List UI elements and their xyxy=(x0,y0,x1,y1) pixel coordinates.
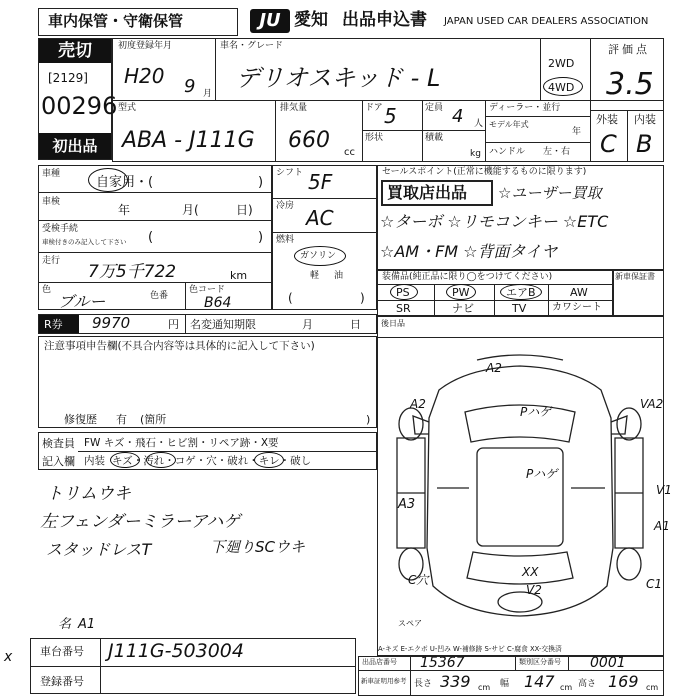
mark-c1: C1 xyxy=(646,577,663,591)
mark-a2-left: A2 xyxy=(410,397,426,411)
color-code-value: B64 xyxy=(204,295,232,311)
score-label: 評価点 xyxy=(608,43,650,56)
inspector-fw-row: FW キズ・飛石・ヒビ割・リペア跡・X要 xyxy=(84,437,279,449)
recycle-label: R券 xyxy=(44,318,63,331)
reg-month: 9 xyxy=(184,76,196,97)
shift-value: 5F xyxy=(308,170,333,194)
recycle-value: 9970 xyxy=(92,314,131,332)
note-trim: トリムウキ xyxy=(46,484,131,504)
shift-label: シフト xyxy=(276,168,304,178)
height-label: 高さ xyxy=(578,679,597,689)
car-body-outline xyxy=(427,366,613,616)
wheel-rr xyxy=(617,548,641,580)
reg-era: H20 xyxy=(124,64,165,88)
receipt-open: ( xyxy=(148,230,154,245)
repair-have: 有 xyxy=(116,413,127,426)
selling-line-1: ☆ユーザー買取 xyxy=(498,184,602,202)
color-number-label: 色番 xyxy=(150,291,169,301)
margin-mark: x xyxy=(4,649,13,665)
storage-label: 車内保管・守衛保管 xyxy=(48,12,184,30)
note-prefix: 名 xyxy=(58,617,72,632)
notes-label: 注意事項申告欄(不具合内容等は具体的に記入して下さい) xyxy=(44,340,315,352)
ac-value: AC xyxy=(306,206,334,230)
spare-label: スペア xyxy=(398,619,422,628)
car-name-value: デリオスキッド - L xyxy=(236,64,441,92)
inspection-label: 車検 xyxy=(42,197,61,207)
dealer-label: ディーラー・並行 xyxy=(489,103,561,113)
note-a1: A1 xyxy=(78,617,96,632)
length-unit: cm xyxy=(478,683,491,692)
mark-p-roof: Pハゲ xyxy=(526,467,558,481)
buyer-listing-text: 買取店出品 xyxy=(387,183,468,202)
mileage-label: 走行 xyxy=(42,256,61,266)
score-value: 3.5 xyxy=(606,67,654,102)
tax-notice-label: 名変通知期限 xyxy=(190,318,256,331)
equip-aw: AW xyxy=(570,286,588,299)
equip-sr: SR xyxy=(396,302,411,315)
shape-label: 形状 xyxy=(365,133,384,143)
chassis-value: J111G-503004 xyxy=(108,640,244,662)
displacement-value: 660 xyxy=(288,128,330,153)
displacement-unit: cc xyxy=(344,147,355,158)
inspection-month: 月( xyxy=(182,203,199,217)
car-roof xyxy=(477,448,563,546)
equip-ps-circle xyxy=(390,284,418,300)
mark-v1: V1 xyxy=(656,483,672,497)
lot-number: 00296 xyxy=(41,92,118,120)
first-listing-badge: 初出品 xyxy=(39,133,111,159)
tax-notice-day: 日 xyxy=(350,318,361,331)
selling-line-2: ☆ターボ ☆リモコンキー ☆ETC xyxy=(380,212,609,231)
exterior-label: 外装 xyxy=(596,113,618,126)
usage-circle xyxy=(88,168,128,192)
equip-pw-circle xyxy=(446,284,476,300)
exterior-grade: C xyxy=(600,130,617,158)
fuel-circle xyxy=(294,246,346,266)
note-studless: スタッドレスT xyxy=(46,540,152,559)
association-name: JAPAN USED CAR DEALERS ASSOCIATION xyxy=(444,16,649,27)
car-name-label: 車名・グレード xyxy=(220,41,284,51)
width-unit: cm xyxy=(560,683,573,692)
load-unit: kg xyxy=(470,149,481,159)
repair-close: ) xyxy=(366,413,371,426)
selling-points-label: セールスポイント(正常に機能するものに限ります) xyxy=(382,167,587,177)
displacement-label: 排気量 xyxy=(280,103,308,113)
mark-a2-top: A2 xyxy=(486,361,502,375)
equip-airbag-circle xyxy=(500,284,542,300)
later-items-label: 後日品 xyxy=(381,319,405,328)
equip-ps: PS xyxy=(396,286,410,299)
later-items-box xyxy=(377,316,664,338)
recycle-unit: 円 xyxy=(168,318,179,331)
car-left-mirror xyxy=(413,416,429,434)
inspector-label-1: 検査員 xyxy=(42,437,75,450)
width-value: 147 xyxy=(524,672,555,691)
fuel-open: ( xyxy=(288,291,293,305)
interior-grade: B xyxy=(636,130,653,158)
model-year-label: モデル年式 xyxy=(489,120,529,129)
inspector-int-label: 内装 xyxy=(84,455,105,467)
wheel-fr xyxy=(617,408,641,440)
length-label: 長さ xyxy=(414,679,433,689)
plate-label: 登録番号 xyxy=(40,675,84,688)
fuel-diesel: 油 xyxy=(334,271,344,281)
equip-tv: TV xyxy=(512,302,527,315)
width-label: 幅 xyxy=(500,679,510,689)
drive-circle xyxy=(543,77,583,96)
color-label: 色 xyxy=(42,285,52,295)
category-value: 0001 xyxy=(590,655,626,671)
receipt-close: ) xyxy=(258,230,264,245)
doors-label: ドア xyxy=(365,103,383,113)
wheel-fl xyxy=(399,408,423,440)
interior-label: 内装 xyxy=(634,113,656,126)
chassis-label: 車台番号 xyxy=(40,645,84,658)
dealer-number-label: 出品店番号 xyxy=(362,658,397,666)
tax-notice-month: 月 xyxy=(302,318,313,331)
dealer-number: 15367 xyxy=(420,655,465,671)
equip-seat: カワシート xyxy=(552,302,602,313)
reg-label: 初度登録年月 xyxy=(118,41,173,51)
note-mirror: 左フェンダーミラーアハゲ xyxy=(40,512,241,532)
usage-label: 車種 xyxy=(42,169,61,179)
length-value: 339 xyxy=(440,672,471,691)
int-mark-3 xyxy=(254,452,284,468)
mark-v2: V2 xyxy=(526,583,542,597)
inspection-day: 日) xyxy=(236,203,253,217)
handle-lr: 左・右 xyxy=(543,147,571,157)
model-value: ABA - J111G xyxy=(122,128,255,153)
load-label: 積載 xyxy=(425,133,444,143)
fuel-close: ) xyxy=(360,291,365,305)
mileage-unit: km xyxy=(230,269,248,282)
mark-a3: A3 xyxy=(398,497,416,512)
category-label: 類別区分番号 xyxy=(519,658,561,666)
receipt-note: 車検付きのみ記入して下さい xyxy=(42,238,127,246)
tag-code: [2129] xyxy=(48,71,88,85)
inspection-year: 年 xyxy=(118,203,131,217)
car-diagram xyxy=(377,338,664,656)
equipment-label: 装備品(純正品に限り◯をつけてください) xyxy=(382,272,553,282)
ac-label: 冷房 xyxy=(276,201,295,211)
drive-2wd: 2WD xyxy=(548,57,575,70)
capacity-unit: 人 xyxy=(474,119,484,129)
handle-label: ハンドル xyxy=(489,147,526,157)
equip-navi: ナビ xyxy=(452,302,474,315)
reg-month-unit: 月 xyxy=(203,89,213,99)
warranty-label: 新車保証書 xyxy=(615,272,655,281)
selling-line-3: ☆AM・FM ☆背面タイヤ xyxy=(380,242,558,261)
int-mark-1 xyxy=(110,452,140,468)
capacity-value: 4 xyxy=(452,106,464,127)
note-underbody: 下廻りSCウキ xyxy=(210,538,305,556)
car-rear-window xyxy=(467,552,573,584)
mark-c-hole: C穴 xyxy=(408,573,429,587)
color-code-label: 色コード xyxy=(189,285,226,295)
equip-pw: PW xyxy=(452,286,470,299)
org-name: 愛知 xyxy=(294,10,328,30)
inspector-int-row: キズ・汚れ・コゲ・穴・破れ・キレ・破し xyxy=(112,455,312,467)
car-right-mirror xyxy=(611,416,627,434)
fuel-light: 軽 xyxy=(310,271,320,281)
cert-label: 新車証明用参考 xyxy=(361,677,407,685)
inspector-label-2: 記入欄 xyxy=(42,455,75,468)
usage-close: ) xyxy=(258,175,264,190)
doors-value: 5 xyxy=(384,104,397,128)
fuel-label: 燃料 xyxy=(276,235,295,245)
drive-4wd: 4WD xyxy=(548,81,575,94)
repair-label: 修復歴 xyxy=(64,413,97,426)
status-badge: 売切 xyxy=(39,39,111,63)
form-title: 出品申込書 xyxy=(342,10,427,30)
color-value: ブルー xyxy=(58,292,106,311)
mark-xx: XX xyxy=(522,565,539,579)
capacity-label: 定員 xyxy=(425,103,444,113)
mark-a1: A1 xyxy=(654,519,670,533)
model-label: 型式 xyxy=(118,103,137,113)
receipt-label: 受検手続 xyxy=(42,224,79,234)
usage-value: 自家用・( xyxy=(96,175,154,190)
equip-airbag: エアB xyxy=(506,286,536,299)
fuel-gas: ガソリン xyxy=(300,251,337,261)
height-value: 169 xyxy=(608,672,639,691)
height-unit: cm xyxy=(646,683,659,692)
damage-legend: A-キズ E-エクボ U-凹み W-補修跡 S-サビ C-腐食 XX-交換済 xyxy=(378,645,562,653)
mark-va2: VA2 xyxy=(640,397,664,411)
model-year-unit: 年 xyxy=(572,127,582,137)
mark-p-hood: Pハゲ xyxy=(520,405,552,419)
ju-logo: JU xyxy=(250,9,290,33)
int-mark-2 xyxy=(146,452,176,468)
repair-location: (箇所 xyxy=(140,413,167,426)
mileage-value: 7万5千722 xyxy=(88,262,177,282)
